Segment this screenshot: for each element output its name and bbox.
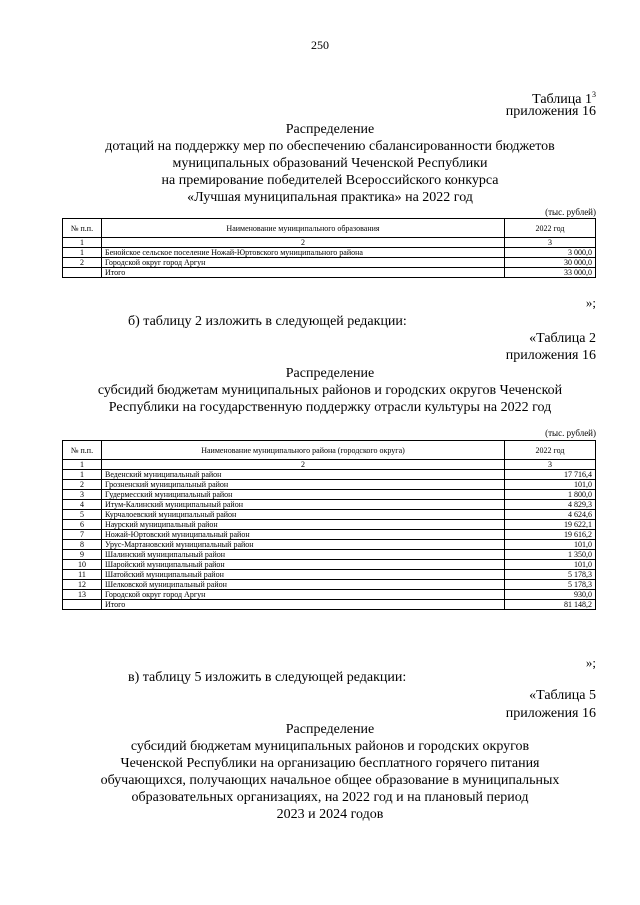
table-row — [63, 550, 596, 560]
instruction-c: в) таблицу 5 изложить в следующей редакции: — [128, 670, 407, 685]
row-name: Бенойское сельское поселение Ножай-Юртовского муниципального района — [102, 248, 505, 258]
table-2-label: «Таблица 2 — [529, 331, 596, 346]
row-value: 101,0 — [505, 540, 596, 550]
row-name: Ножай-Юртовский муниципальный район — [102, 530, 505, 540]
row-number: 2 — [63, 480, 102, 490]
row-number — [63, 268, 102, 278]
row-number — [63, 600, 102, 610]
title-line: Республики на государственную поддержку отрасли культуры на 2022 год — [108, 400, 552, 415]
row-name: Веденский муниципальный район — [102, 470, 505, 480]
column-number-row — [63, 238, 596, 248]
table-row — [63, 510, 596, 520]
row-number: 10 — [63, 560, 102, 570]
row-value: 30 000,0 — [505, 258, 596, 268]
title-line: субсидий бюджетам муниципальных районов и городских округов — [130, 739, 530, 754]
row-number: 1 — [63, 470, 102, 480]
table-total-row — [63, 268, 596, 278]
column-number: 1 — [63, 460, 102, 470]
title-line: муниципальных образований Чеченской Республики — [172, 156, 488, 171]
title-line: Распределение — [285, 722, 375, 737]
table-5-label: «Таблица 5 — [529, 688, 596, 703]
table-2-appendix: приложения 16 — [505, 348, 596, 363]
table-2 — [62, 440, 596, 610]
title-line: образовательных организациях, на 2022 год и на плановый период — [131, 790, 529, 805]
row-name: Итум-Калинский муниципальный район — [102, 500, 505, 510]
table-1-units: (тыс. рублей) — [545, 207, 596, 217]
header-cell: Наименование муниципального района (городского округа) — [102, 441, 505, 460]
instruction-b: б) таблицу 2 изложить в следующей редакции: — [128, 314, 407, 329]
table-row — [63, 500, 596, 510]
title-line: субсидий бюджетам муниципальных районов и городских округов Чеченской — [97, 383, 563, 398]
row-name: Грозненский муниципальный район — [102, 480, 505, 490]
row-value: 1 350,0 — [505, 550, 596, 560]
row-name: Городской округ город Аргун — [102, 258, 505, 268]
table-5-appendix: приложения 16 — [505, 706, 596, 721]
header-cell: Наименование муниципального образования — [102, 219, 505, 238]
row-number: 12 — [63, 580, 102, 590]
row-number: 7 — [63, 530, 102, 540]
row-value: 33 000,0 — [505, 268, 596, 278]
row-name: Городской округ город Аргун — [102, 590, 505, 600]
column-number: 3 — [505, 238, 596, 248]
table-row — [63, 590, 596, 600]
page-number: 250 — [311, 38, 329, 52]
row-value: 19 616,2 — [505, 530, 596, 540]
row-value: 5 178,3 — [505, 580, 596, 590]
row-value: 4 624,6 — [505, 510, 596, 520]
row-value: 930,0 — [505, 590, 596, 600]
column-number-row — [63, 460, 596, 470]
row-number: 13 — [63, 590, 102, 600]
table-2-title — [60, 365, 600, 416]
table-row — [63, 258, 596, 268]
row-name: Шаройский муниципальный район — [102, 560, 505, 570]
row-name: Шелковской муниципальный район — [102, 580, 505, 590]
table-row — [63, 560, 596, 570]
header-cell: № п.п. — [63, 219, 102, 238]
table-1-label-text: Таблица 1 — [532, 92, 592, 107]
row-value: 1 800,0 — [505, 490, 596, 500]
table-1 — [62, 218, 596, 278]
row-value: 101,0 — [505, 560, 596, 570]
row-value: 4 829,3 — [505, 500, 596, 510]
title-line: Распределение — [285, 122, 375, 137]
row-name: Итого — [102, 268, 505, 278]
table-2-end-mark: »; — [585, 655, 596, 670]
row-number: 5 — [63, 510, 102, 520]
header-cell: № п.п. — [63, 441, 102, 460]
table-row — [63, 530, 596, 540]
title-line: Распределение — [285, 366, 375, 381]
title-line: 2023 и 2024 годов — [276, 807, 384, 822]
row-number: 4 — [63, 500, 102, 510]
column-number: 2 — [102, 460, 505, 470]
title-line: Чеченской Республики на организацию бесплатного горячего питания — [120, 756, 540, 771]
table-header-row — [63, 219, 596, 238]
table-1-title — [60, 121, 600, 206]
header-cell: 2022 год — [505, 441, 596, 460]
title-line: «Лучшая муниципальная практика» на 2022 год — [187, 190, 473, 205]
title-line: дотаций на поддержку мер по обеспечению сбалансированности бюджетов — [105, 139, 555, 154]
table-total-row — [63, 600, 596, 610]
table-row — [63, 480, 596, 490]
column-number: 2 — [102, 238, 505, 248]
table-row — [63, 540, 596, 550]
row-value: 19 622,1 — [505, 520, 596, 530]
row-name: Итого — [102, 600, 505, 610]
table-row — [63, 248, 596, 258]
table-1-label-sup: 3 — [592, 90, 596, 99]
row-value: 5 178,3 — [505, 570, 596, 580]
row-number: 3 — [63, 490, 102, 500]
row-name: Наурский муниципальный район — [102, 520, 505, 530]
table-row — [63, 570, 596, 580]
table-5-title — [60, 721, 600, 823]
row-name: Шатойский муниципальный район — [102, 570, 505, 580]
row-number: 2 — [63, 258, 102, 268]
table-row — [63, 520, 596, 530]
row-name: Шалинский муниципальный район — [102, 550, 505, 560]
row-name: Курчалоевский муниципальный район — [102, 510, 505, 520]
table-2-units: (тыс. рублей) — [545, 428, 596, 438]
table-header-row — [63, 441, 596, 460]
row-name: Гудермесский муниципальный район — [102, 490, 505, 500]
row-number: 1 — [63, 248, 102, 258]
header-cell: 2022 год — [505, 219, 596, 238]
column-number: 1 — [63, 238, 102, 248]
row-value: 101,0 — [505, 480, 596, 490]
row-value: 17 716,4 — [505, 470, 596, 480]
row-value: 81 148,2 — [505, 600, 596, 610]
row-value: 3 000,0 — [505, 248, 596, 258]
table-row — [63, 490, 596, 500]
title-line: обучающихся, получающих начальное общее образование в муниципальных — [100, 773, 560, 788]
table-1-end-mark: »; — [585, 295, 596, 310]
title-line: на премирование победителей Всероссийского конкурса — [161, 173, 499, 188]
row-number: 11 — [63, 570, 102, 580]
table-1-appendix: приложения 16 — [505, 104, 596, 119]
column-number: 3 — [505, 460, 596, 470]
row-number: 8 — [63, 540, 102, 550]
row-name: Урус-Мартановский муниципальный район — [102, 540, 505, 550]
row-number: 6 — [63, 520, 102, 530]
table-row — [63, 470, 596, 480]
table-row — [63, 580, 596, 590]
row-number: 9 — [63, 550, 102, 560]
